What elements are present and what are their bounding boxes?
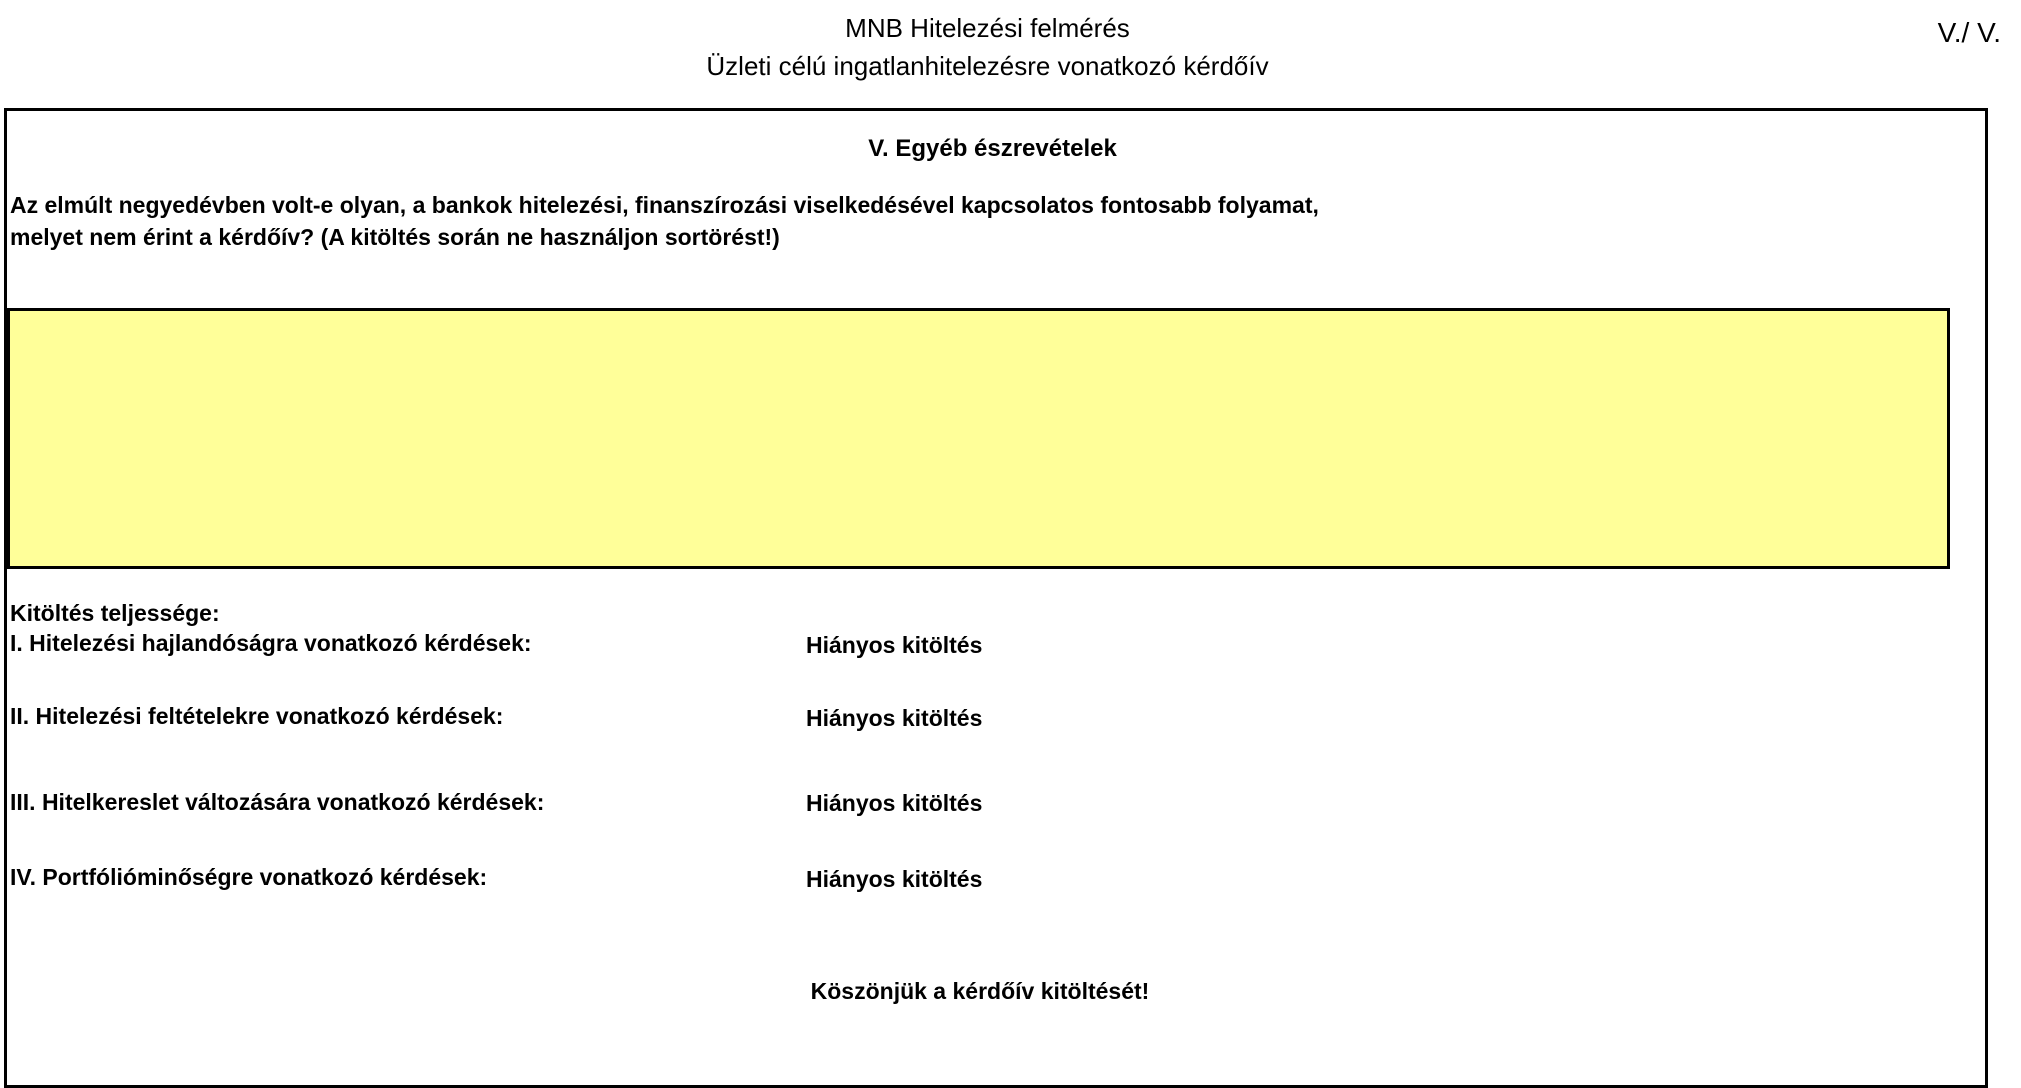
section-ii-status: Hiányos kitöltés <box>806 705 983 731</box>
question-line-2: melyet nem érint a kérdőív? (A kitöltés során ne használjon sortörést!) <box>10 224 780 250</box>
section-iii-label: III. Hitelkereslet változására vonatkozó kérdések: <box>10 789 545 815</box>
section-i-label: I. Hitelezési hajlandóságra vonatkozó kérdések: <box>10 630 532 656</box>
survey-title: MNB Hitelezési felmérés <box>845 13 1130 43</box>
thank-you-message: Köszönjük a kérdőív kitöltését! <box>810 978 1150 1004</box>
survey-subtitle: Üzleti célú ingatlanhitelezésre vonatkozó kérdőív <box>706 51 1269 81</box>
section-iv-label: IV. Portfólióminőségre vonatkozó kérdések: <box>10 864 488 890</box>
completeness-label: Kitöltés teljessége: <box>10 600 220 626</box>
page-indicator: V./ V. <box>1937 17 2001 48</box>
form-frame <box>4 108 1988 1088</box>
section-title: V. Egyéb észrevételek <box>868 135 1117 162</box>
section-iii-status: Hiányos kitöltés <box>806 790 983 816</box>
comments-input[interactable] <box>7 308 1950 569</box>
section-i-status: Hiányos kitöltés <box>806 632 983 658</box>
question-line-1: Az elmúlt negyedévben volt-e olyan, a bankok hitelezési, finanszírozási viselkedésével kapcsolatos fontosabb folyamat, <box>10 192 1319 218</box>
section-iv-status: Hiányos kitöltés <box>806 866 983 892</box>
section-ii-label: II. Hitelezési feltételekre vonatkozó kérdések: <box>10 703 504 729</box>
